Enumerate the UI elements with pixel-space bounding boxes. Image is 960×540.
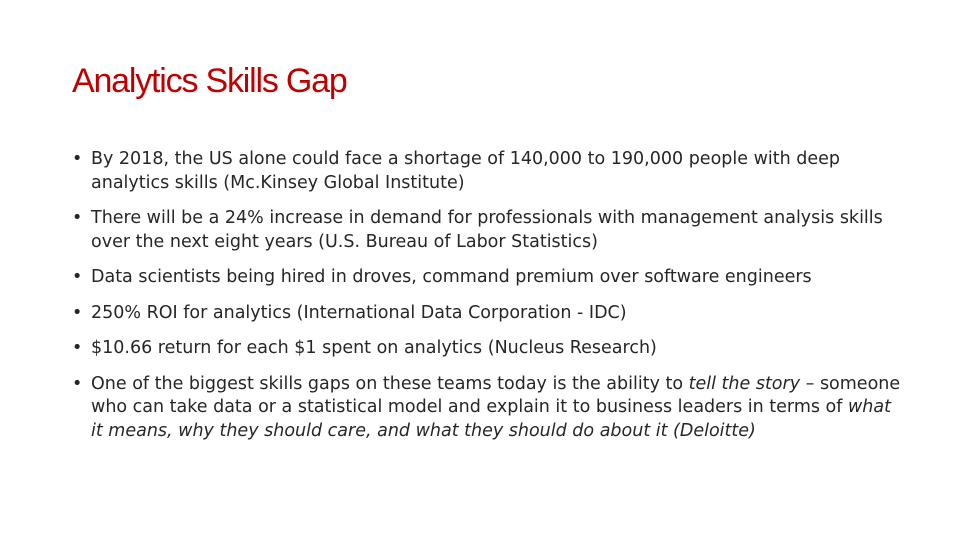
bullet-item: • By 2018, the US alone could face a shortage of 140,000 to 190,000 people with deep analytics skills (Mc.Kinsey Global Institute) <box>72 148 908 195</box>
bullet-text: One of the biggest skills gaps on these teams today is the ability to <box>91 373 689 394</box>
slide-title: Analytics Skills Gap <box>72 62 347 100</box>
bullet-emphasis: what it means, why they should care, and what they should do about it (Deloitte) <box>91 397 891 441</box>
bullet-item-deloitte <box>72 373 908 444</box>
bullet-item: • 250% ROI for analytics (International Data Corporation - IDC) <box>72 302 908 326</box>
bullet-emphasis: tell the story <box>688 373 801 394</box>
bullet-item: • There will be a 24% increase in demand for professionals with management analysis skills over the next eight years (U.S. Bureau of Labor Statistics) <box>72 207 908 254</box>
bullet-text: – someone who can take data or a statistical model and explain it to business leaders in terms of <box>91 373 901 417</box>
bullet-item: • Data scientists being hired in droves, command premium over software engineers <box>72 266 908 290</box>
bullet-item: • $10.66 return for each $1 spent on analytics (Nucleus Research) <box>72 337 908 361</box>
bullet-list <box>72 148 908 455</box>
